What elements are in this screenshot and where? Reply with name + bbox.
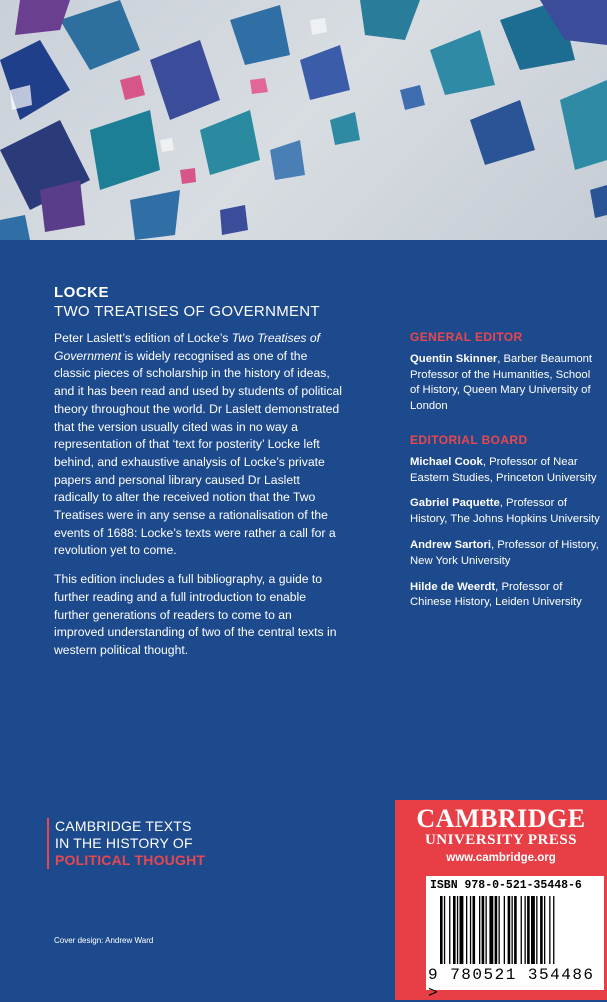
general-editor-entry: Quentin Skinner, Barber Beaumont Professor of the Humanities, School of History, Queen Mary University of London [410, 352, 593, 413]
general-editor-heading: GENERAL EDITOR [410, 330, 523, 344]
book-title: LOCKE [54, 284, 109, 301]
board-member: Hilde de Weerdt, Professor of Chinese History, Leiden University [410, 580, 582, 609]
editors-column [410, 330, 602, 621]
isbn-barcode [426, 876, 604, 1002]
description-paragraph-1: Peter Laslett’s edition of Locke’s Two Treatises of Government is widely recognised as one of the classic pieces of scholarship in the history of ideas, and it has been read and used by students of political theory throughout the world. Dr Laslett demonstrated that the version usually cited was in no way a representation of that ‘text for posterity’ Locke left behind, and exhaustive analysis of Locke’s private papers and personal library caused Dr Laslett radically to alter the received notion that the Two Treatises were in any sense a rationalisation of the events of 1688: Locke’s texts were rather a call for a revolution yet to come. [54, 331, 342, 558]
publisher-url: www.cambridge.org [446, 852, 556, 864]
board-member: Gabriel Paquette, Professor of History, The Johns Hopkins University [410, 497, 600, 526]
isbn-label: ISBN 978-0-521-35448-6 [430, 879, 582, 892]
book-subtitle: TWO TREATISES OF GOVERNMENT [54, 303, 320, 320]
book-description [54, 330, 344, 671]
publisher-press: UNIVERSITY PRESS [424, 832, 578, 848]
barcode-digits: 9 780521 354486 > [428, 966, 595, 1002]
editorial-board-heading: EDITORIAL BOARD [410, 432, 528, 447]
board-member: Andrew Sartori, Professor of History, New York University [410, 538, 599, 567]
series-name: CAMBRIDGE TEXTS IN THE HISTORY OF POLITICAL THOUGHT [47, 818, 205, 869]
board-member: Michael Cook, Professor of Near Eastern Studies, Princeton University [410, 455, 597, 484]
publisher-name: CAMBRIDGE [416, 804, 586, 833]
book-title-block [54, 284, 320, 320]
cover-design-credit: Cover design: Andrew Ward [54, 936, 154, 945]
cover-artwork [0, 0, 607, 240]
description-paragraph-2: This edition includes a full bibliography, a guide to further reading and a full introduction to enable further generations of readers to come to an improved understanding of two of the central texts in western political thought. [54, 572, 337, 657]
shattered-shapes-illustration [0, 0, 607, 240]
